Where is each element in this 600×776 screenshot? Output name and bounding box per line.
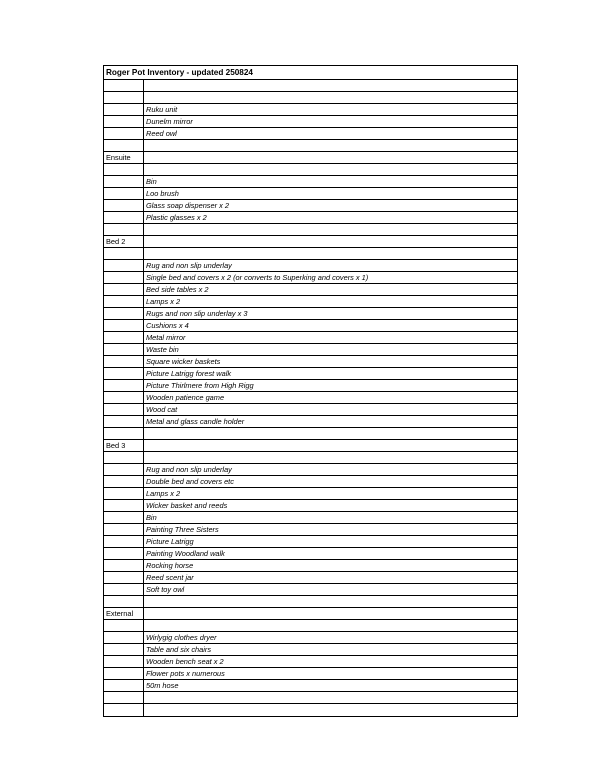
item-cell[interactable] [144,92,517,103]
item-cell[interactable] [144,704,517,716]
table-row [104,464,517,476]
table-row [104,488,517,500]
item-cell[interactable]: Wooden patience game [146,393,225,402]
section-cell[interactable] [104,116,144,127]
section-cell[interactable] [104,212,144,223]
item-cell[interactable] [144,164,517,175]
item-cell[interactable]: Plastic glasses x 2 [146,213,207,222]
section-cell[interactable] [104,680,144,691]
table-row [104,164,517,176]
item-cell[interactable]: Cushions x 4 [146,321,189,330]
item-cell[interactable]: Rug and non slip underlay [146,261,232,270]
section-cell[interactable] [104,476,144,487]
item-cell[interactable]: Dunelm mirror [146,117,193,126]
section-cell[interactable] [104,224,144,235]
section-cell[interactable] [104,320,144,331]
table-row [104,296,517,308]
sheet-title: Roger Pot Inventory - updated 250824 [104,66,517,80]
table-row [104,116,517,128]
section-cell[interactable]: External [104,608,144,619]
item-cell[interactable]: Painting Woodland walk [146,549,225,558]
item-cell[interactable]: Metal mirror [146,333,186,342]
table-row [104,536,517,548]
table-row [104,248,517,260]
section-cell[interactable]: Bed 3 [104,440,144,451]
section-cell[interactable] [104,584,144,595]
table-row [104,584,517,596]
table-row [104,476,517,488]
table-row [104,140,517,152]
table-row [104,176,517,188]
item-cell[interactable] [144,140,517,151]
table-row [104,152,517,164]
item-cell[interactable]: Picture Latrigg [146,537,194,546]
section-cell[interactable] [104,188,144,199]
table-row [104,200,517,212]
table-row [104,680,517,692]
item-cell[interactable]: Soft toy owl [146,585,185,594]
table-row [104,644,517,656]
section-cell[interactable] [104,164,144,175]
table-row [104,632,517,644]
item-cell[interactable]: Bin [146,177,157,186]
section-cell[interactable] [104,176,144,187]
table-row [104,620,517,632]
section-cell[interactable] [104,500,144,511]
section-cell[interactable] [104,452,144,463]
section-cell[interactable] [104,248,144,259]
section-cell[interactable] [104,80,144,91]
section-cell[interactable] [104,140,144,151]
section-cell[interactable] [104,524,144,535]
section-cell[interactable] [104,536,144,547]
table-row [104,692,517,704]
section-cell[interactable] [104,200,144,211]
item-cell[interactable] [144,440,517,451]
item-cell[interactable]: Rug and non slip underlay [146,465,232,474]
item-cell[interactable]: Wooden bench seat x 2 [146,657,224,666]
table-row [104,560,517,572]
section-cell[interactable] [104,668,144,679]
item-cell[interactable]: Double bed and covers etc [146,477,234,486]
item-cell[interactable]: Reed scent jar [146,573,194,582]
table-row [104,236,517,248]
section-cell[interactable] [104,656,144,667]
section-cell[interactable] [104,488,144,499]
item-cell[interactable]: Picture Thirlmere from High Rigg [146,381,254,390]
section-cell[interactable] [104,620,144,631]
section-cell[interactable] [104,692,144,703]
table-row [104,548,517,560]
item-cell[interactable]: Wirlygig clothes dryer [146,633,217,642]
table-row [104,224,517,236]
item-cell[interactable]: Ruku unit [146,105,178,114]
item-cell[interactable]: Waste bin [146,345,179,354]
table-row [104,452,517,464]
section-cell[interactable] [104,548,144,559]
item-cell[interactable] [144,428,517,439]
section-cell[interactable] [104,284,144,295]
item-cell[interactable]: Wicker basket and reeds [146,501,228,510]
section-cell[interactable] [104,332,144,343]
table-row [104,260,517,272]
item-cell[interactable]: 50m hose [146,681,179,690]
item-cell[interactable]: Loo brush [146,189,179,198]
item-cell[interactable] [144,236,517,247]
item-cell[interactable]: Bin [146,513,157,522]
section-cell[interactable] [104,644,144,655]
section-cell[interactable] [104,572,144,583]
table-row [104,356,517,368]
table-row [104,80,517,92]
section-cell[interactable] [104,368,144,379]
item-cell[interactable]: Rugs and non slip underlay x 3 [146,309,248,318]
section-cell[interactable] [104,404,144,415]
table-row [104,404,517,416]
table-row [104,704,517,716]
item-cell[interactable] [144,692,517,703]
section-cell[interactable] [104,392,144,403]
table-row [104,500,517,512]
table-row [104,212,517,224]
inventory-table [103,65,518,717]
section-cell[interactable] [104,464,144,475]
item-cell[interactable]: Single bed and covers x 2 (or converts to Superking and covers x 1) [146,273,369,282]
item-cell[interactable] [144,620,517,631]
table-row [104,92,517,104]
item-cell[interactable]: Lamps x 2 [146,297,181,306]
section-cell[interactable] [104,596,144,607]
item-cell[interactable]: Lamps x 2 [146,489,181,498]
table-row [104,128,517,140]
table-row [104,188,517,200]
item-cell[interactable] [144,608,517,619]
section-cell[interactable] [104,260,144,271]
table-body [104,80,517,716]
section-cell[interactable] [104,104,144,115]
item-cell[interactable]: Square wicker baskets [146,357,221,366]
section-cell[interactable] [104,128,144,139]
table-row [104,440,517,452]
table-row [104,656,517,668]
table-row [104,596,517,608]
table-row [104,308,517,320]
table-row [104,392,517,404]
item-cell[interactable] [144,224,517,235]
item-cell[interactable] [144,452,517,463]
table-row [104,608,517,620]
table-row [104,668,517,680]
section-cell[interactable] [104,512,144,523]
item-cell[interactable]: Flower pots x numerous [146,669,225,678]
table-row [104,572,517,584]
item-cell[interactable] [144,152,517,163]
table-row [104,368,517,380]
section-cell[interactable] [104,272,144,283]
table-row [104,332,517,344]
item-cell[interactable]: Picture Latrigg forest walk [146,369,232,378]
section-cell[interactable] [104,560,144,571]
item-cell[interactable] [144,248,517,259]
table-row [104,380,517,392]
item-cell[interactable] [144,596,517,607]
section-cell[interactable] [104,428,144,439]
section-cell[interactable]: Ensuite [104,152,144,163]
item-cell[interactable]: Metal and glass candle holder [146,417,245,426]
section-cell[interactable] [104,92,144,103]
item-cell[interactable]: Bed side tables x 2 [146,285,209,294]
table-row [104,524,517,536]
item-cell[interactable] [144,80,517,91]
section-cell[interactable] [104,380,144,391]
table-row [104,284,517,296]
section-cell[interactable] [104,416,144,427]
item-cell[interactable]: Reed owl [146,129,177,138]
table-row [104,104,517,116]
table-row [104,272,517,284]
item-cell[interactable]: Rocking horse [146,561,194,570]
table-row [104,416,517,428]
item-cell[interactable]: Table and six chairs [146,645,212,654]
table-row [104,344,517,356]
item-cell[interactable]: Painting Three Sisters [146,525,219,534]
section-cell[interactable]: Bed 2 [104,236,144,247]
section-cell[interactable] [104,356,144,367]
section-cell[interactable] [104,632,144,643]
section-cell[interactable] [104,296,144,307]
table-row [104,428,517,440]
table-row [104,512,517,524]
item-cell[interactable]: Glass soap dispenser x 2 [146,201,229,210]
section-cell[interactable] [104,344,144,355]
section-cell[interactable] [104,308,144,319]
section-cell[interactable] [104,704,144,716]
table-row [104,320,517,332]
item-cell[interactable]: Wood cat [146,405,178,414]
